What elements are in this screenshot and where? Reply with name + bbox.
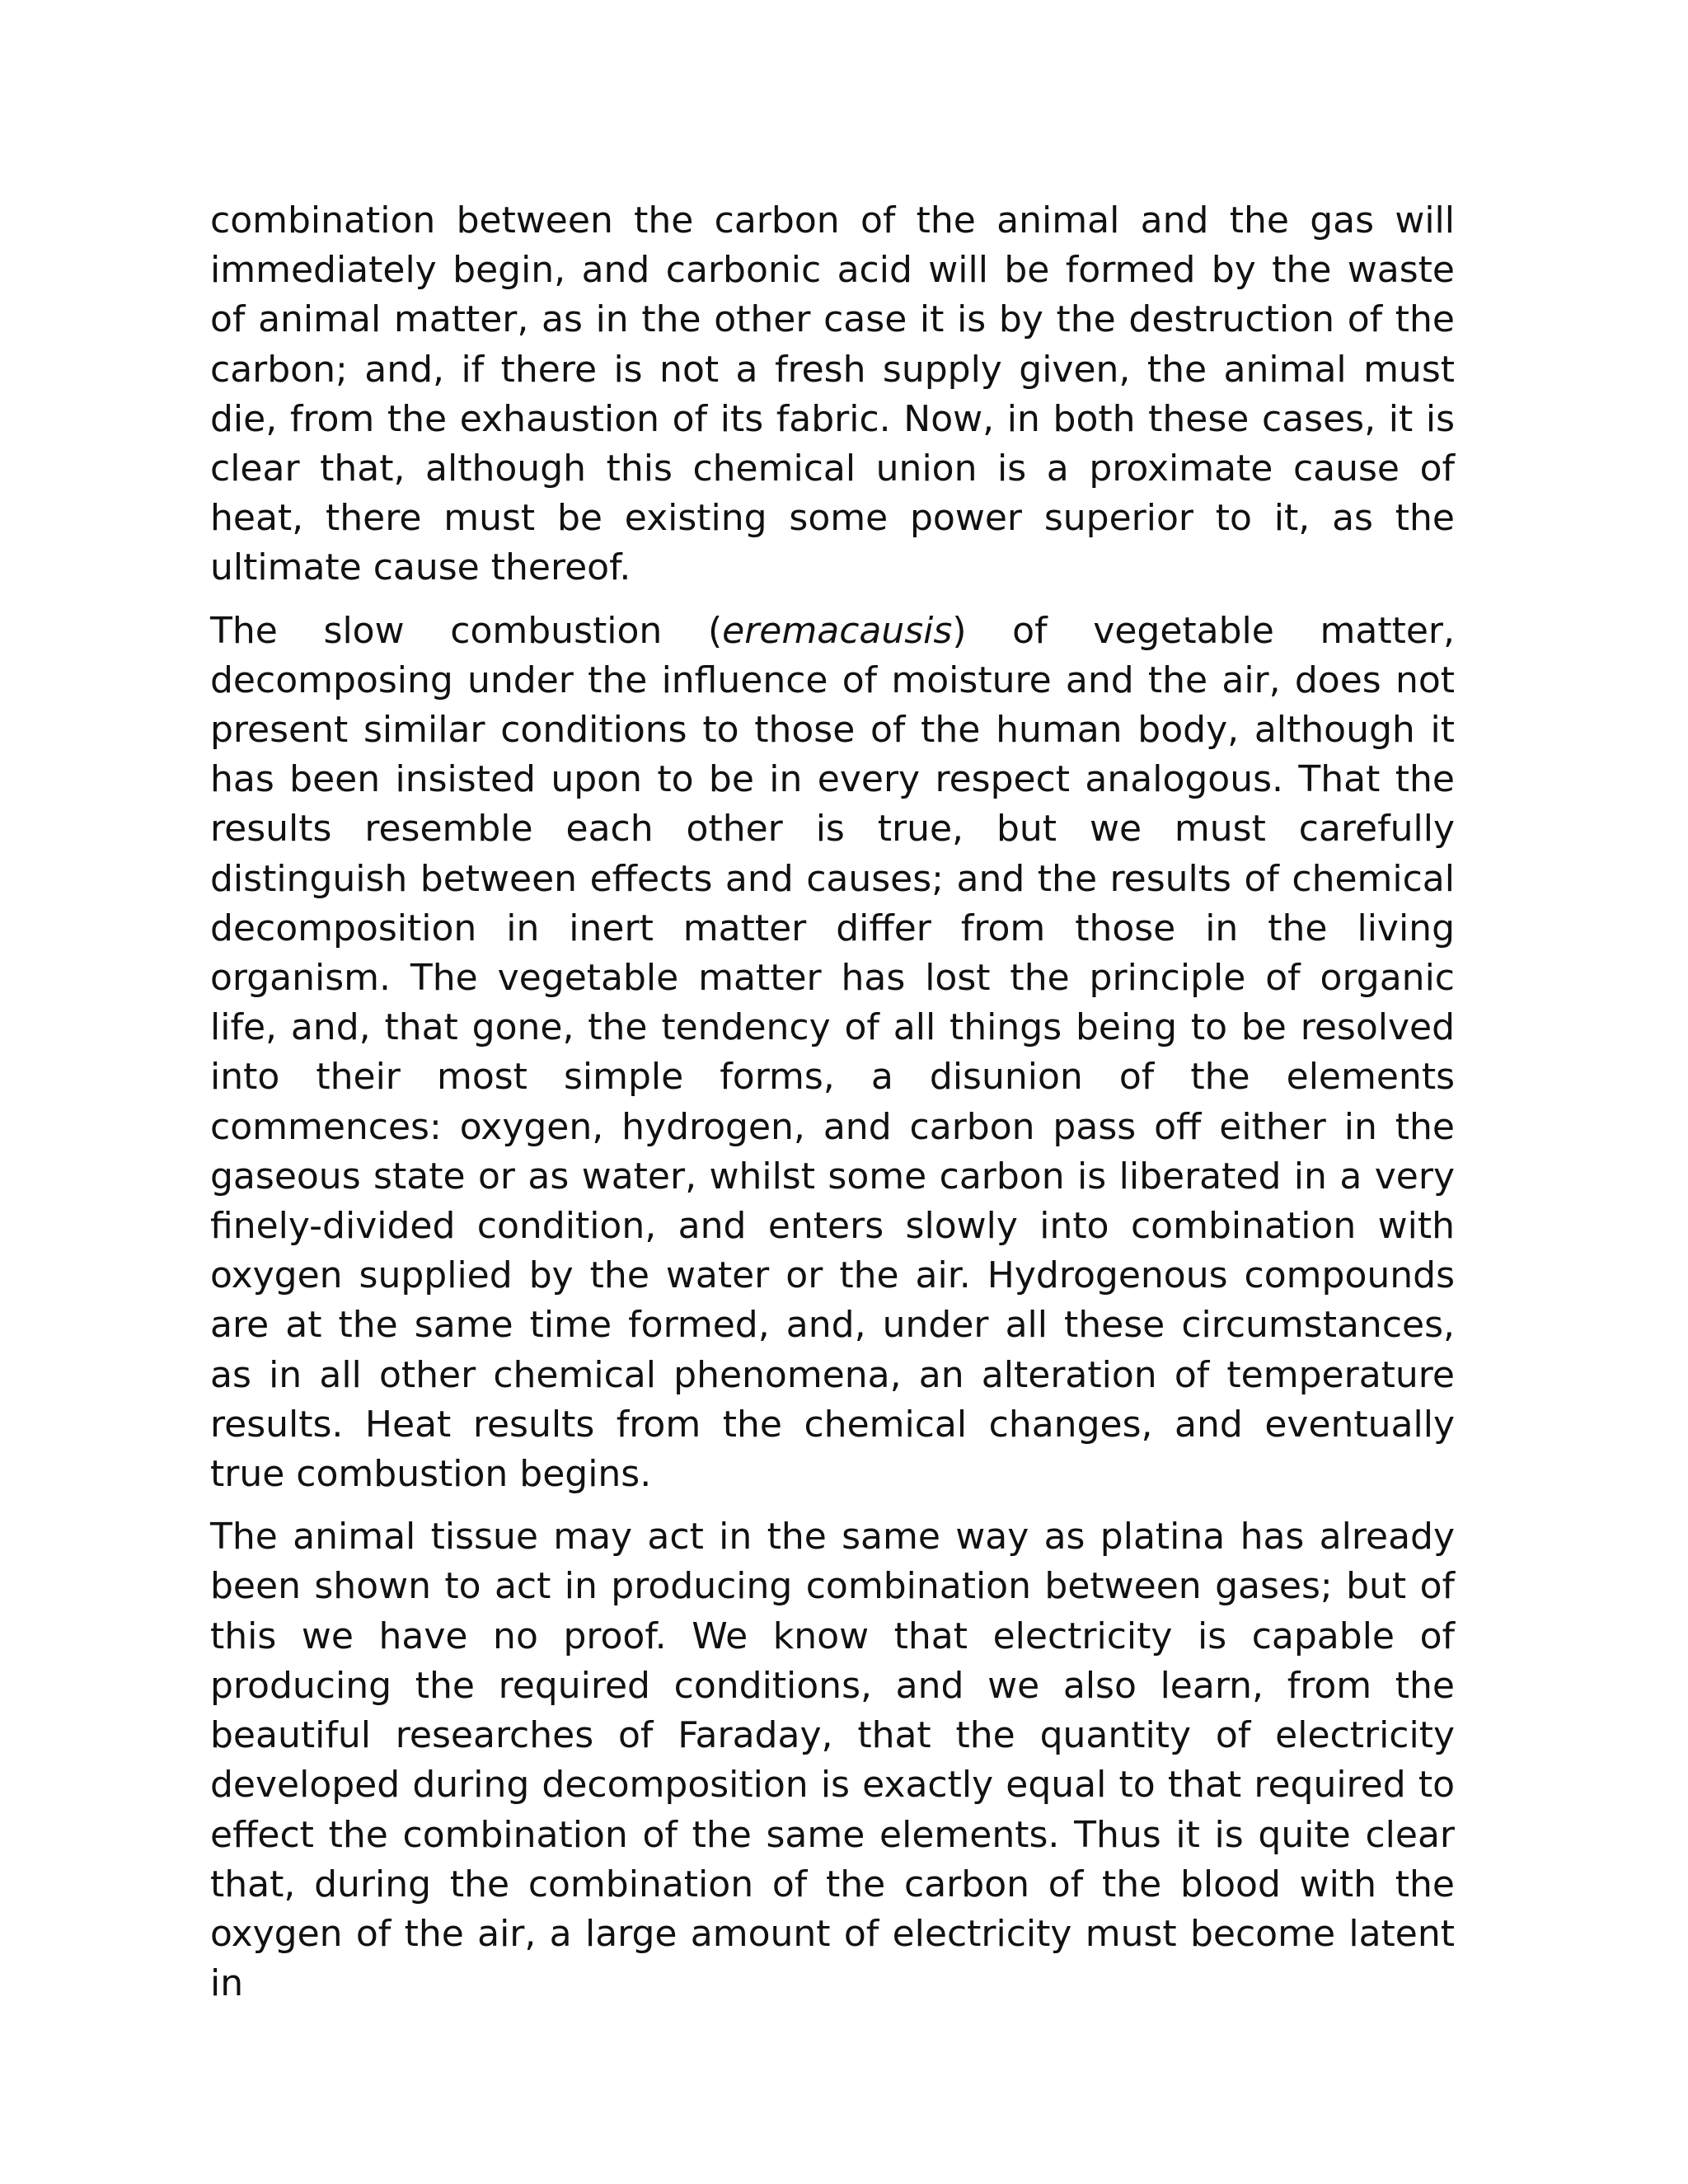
paragraph-1: combination between the carbon of the animal and the gas will immediately begin, and carbonic acid will be formed by the waste of animal matter, as in the other case it is by the destruction of the carbon; and, if there is not a fresh supply given, the animal must die, from the exhaustion of its fabric. Now, in both these cases, it is clear that, although this chemical union is a proximate cause of heat, there must be existing some power superior to it, as the ultimate cause thereof. [210, 199, 1455, 589]
italic-term: eremacausis [722, 609, 953, 652]
paragraph-3: The animal tissue may act in the same way as platina has already been shown to act in producing combination between gases; but of this we have no proof. We know that electricity is capable of producing the required conditions, and we also learn, from the beautiful researches of Faraday, that the quantity of electricity developed during decomposition is exactly equal to that required to effect the combination of the same elements. Thus it is quite clear that, during the combination of the carbon of the blood with the oxygen of the air, a large amount of electricity must become latent in [210, 1516, 1455, 2005]
paragraph-2 [210, 607, 1455, 1500]
document-page [210, 196, 1455, 2022]
paragraph-2-lead: The slow combustion ( [210, 609, 723, 652]
paragraph-2-body: ) of vegetable matter, decomposing under the influence of moisture and the air, does not present similar conditions to those of the human body, although it has been insisted upon to be in every respect analogous. That the results resemble each other is true, but we must carefully distinguish between effects and causes; and the results of chemical decomposition in inert matter differ from those in the living organism. The vegetable matter has lost the principle of organic life, and, that gone, the tendency of all things being to be resolved into their most simple forms, a disunion of the elements commences: oxygen, hydrogen, and carbon pass off either in the gaseous state or as water, whilst some carbon is liberated in a very finely-divided condition, and enters slowly into combination with oxygen supplied by the water or the air. Hydrogenous compounds are at the same time formed, and, under all these circumstances, as in all other chemical phenomena, an alteration of temperature results. Heat results from the chemical changes, and eventually true combustion begins. [210, 609, 1455, 1496]
